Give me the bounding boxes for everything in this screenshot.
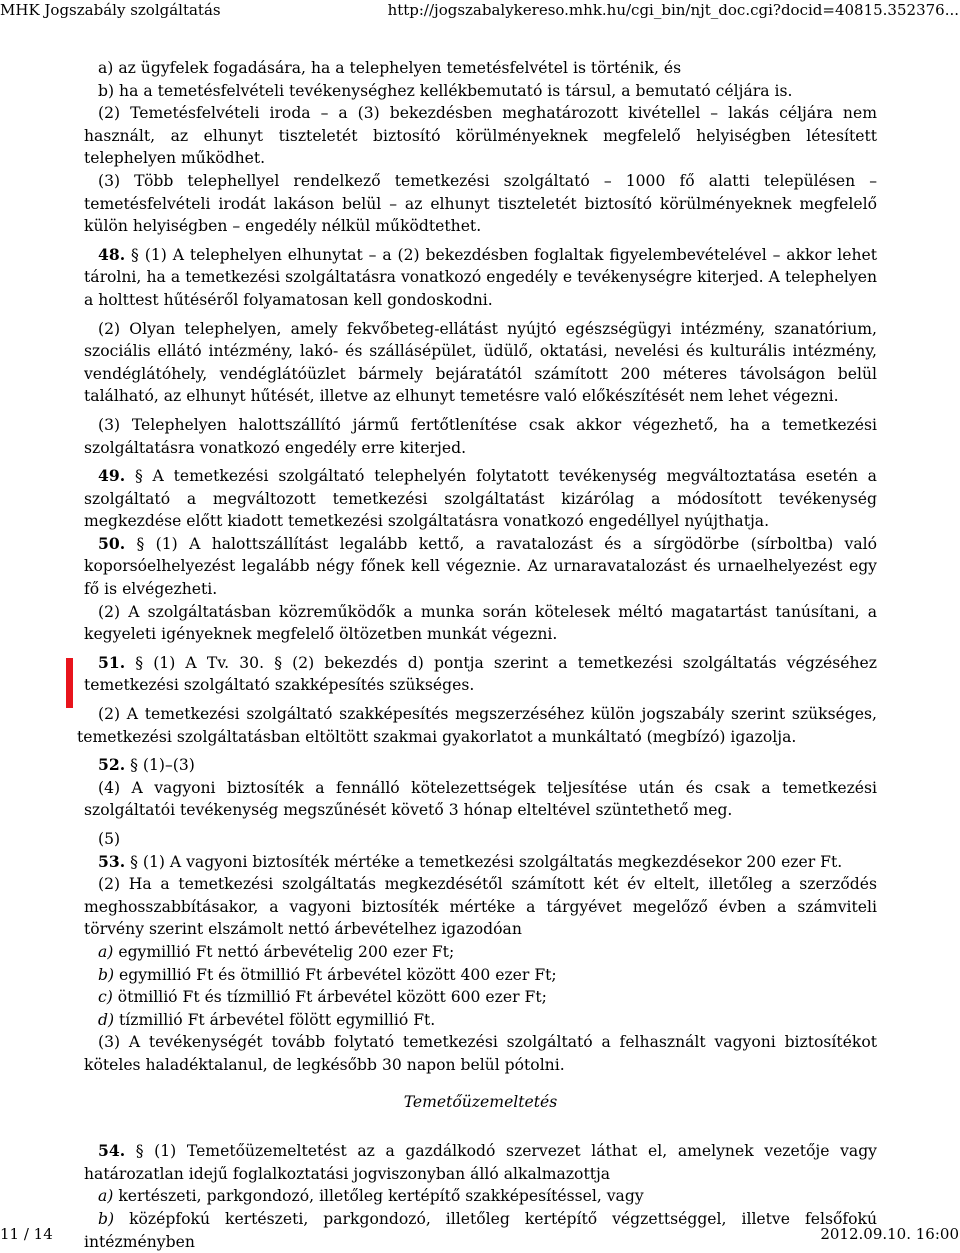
paragraph-amended: (2) A temetkezési szolgáltató szakképesítés megszerzéséhez külön jogszabály szerint szükséges, temetkezési szolgáltatásban eltöltött szakmai gyakorlatot a munkáltató (megbízó) igazolja. (77, 705, 877, 746)
section-text: § (1) A telephelyen elhunytat – a (2) bekezdésben foglaltak figyelembevételével – akkor lehet tárolni, ha a temetkezési szolgáltatásra vonatkozó engedély e tevékenységre kiterjed. A telephelyen a holttest hűtéséről folyamatosan kell gondoskodni. (84, 245, 877, 309)
header-site-name: MHK Jogszabály szolgáltatás (0, 1, 221, 19)
section-text: § (1) Temetőüzemeltetést az a gazdálkodó szervezet láthat el, amelynek vezetője vagy határozatlan idejű foglalkoztatási jogviszonyban álló alkalmazottja (84, 1142, 877, 1183)
list-letter: b) (98, 965, 115, 984)
list-letter: a) (98, 942, 114, 961)
list-letter: c) (98, 988, 113, 1007)
section-number: 54. (98, 1141, 126, 1161)
section-number: 51. (98, 652, 126, 672)
paragraph: (2) Ha a temetkezési szolgáltatás megkezdésétől számított két év eltelt, illetőleg a szerződés meghosszabbításakor, a vagyoni biztosíték mértéke a tárgyévet megelőző évben a számviteli törvény szerint elszámolt nettó árbevételhez igazodóan (84, 875, 877, 939)
list-letter: a) (98, 1187, 114, 1206)
section-52 (84, 754, 877, 777)
list-letter: b) (98, 1209, 115, 1228)
section-number: 49. (98, 466, 126, 486)
list-item (84, 941, 877, 964)
paragraph: (3) Több telephellyel rendelkező temetkezési szolgáltató – 1000 fő alatti településen – temetésfelvételi irodát lakáson belül – az elhunyt tiszteletét biztosító körülményeknek megfelelő külön helyiségben – engedély nélkül működtethet. (84, 171, 877, 236)
paragraph: (2) A szolgáltatásban közreműködők a munka során kötelesek méltó magatartást tanúsítani, a kegyeleti igényeknek megfelelő öltözetben munkát végezni. (84, 602, 877, 644)
list-text: kertészeti, parkgondozó, illetőleg kertépítő szakképesítéssel, vagy (113, 1187, 644, 1206)
list-item (84, 964, 877, 987)
paragraph: (2) Olyan telephelyen, amely fekvőbeteg-ellátást nyújtó egészségügyi intézmény, szanatórium, szociális ellátó intézmény, lakó- és szállásépület, üdülő, oktatási, nevelési és kulturális intézmény, vendéglátóhely, vendéglátóüzlet bármely bejáratától számított 200 méteres távolságon belül található, az elhunyt hűtését, illetve az elhunyt temetésre való előkészítését nem lehet végezni. (84, 319, 877, 406)
document-body (77, 57, 877, 1253)
section-number: 48. (98, 244, 126, 264)
list-item (84, 1185, 877, 1208)
section-53 (84, 851, 877, 874)
list-text: középfokú kertészeti, parkgondozó, illetőleg kertépítő végzettséggel, illetve felsőfokú intézményben (84, 1209, 877, 1251)
paragraph: (5) (98, 830, 121, 848)
print-datetime: 2012.09.10. 16:00 (820, 1225, 959, 1243)
section-text: § (1) A Tv. 30. § (2) bekezdés d) pontja szerint a temetkezési szolgáltatás végzéséhez temetkezési szolgáltató szakképesítés szükséges. (84, 653, 877, 695)
paragraph: a) az ügyfelek fogadására, ha a telephelyen temetésfelvétel is történik, és (98, 59, 682, 77)
list-text: ötmillió Ft és tízmillió Ft árbevétel között 600 ezer Ft; (112, 988, 547, 1007)
paragraph: (2) Temetésfelvételi iroda – a (3) bekezdésben meghatározott kivétellel – lakás céljára nem használt, az elhunyt tiszteletét biztosító körülményeknek megfelelő helyiségben létesített telephelyen működhet. (84, 104, 877, 168)
section-text: § A temetkezési szolgáltató telephelyén folytatott tevékenység megváltoztatása esetén a szolgáltató a megváltozott temetkezési szolgáltatást kizárólag a módosított tevékenység megkezdése előtt kiadott temetkezési szolgáltatásra vonatkozó engedéllyel nyújthatja. (84, 467, 877, 531)
list-item (84, 1009, 877, 1032)
list-item (84, 1208, 877, 1253)
section-54 (84, 1140, 877, 1185)
section-text: § (1) A halottszállítást legalább kettő, a ravatalozást és a sírgödörbe (sírboltba) való koporsóelhelyezést legalább négy főnek kell végeznie. Az urnaravatalozást és urnaelhelyezést egy fő is elvégezheti. (84, 534, 877, 599)
section-text: § (1) A vagyoni biztosíték mértéke a temetkezési szolgáltatás megkezdésekor 200 ezer Ft. (130, 852, 843, 871)
list-item (84, 986, 877, 1009)
section-text: § (1)–(3) (130, 756, 195, 775)
page-number: 11 / 14 (0, 1225, 53, 1243)
paragraph: (4) A vagyoni biztosíték a fennálló kötelezettségek teljesítése után és csak a temetkezési szolgáltatói tevékenység megszűnését követő 3 hónap elteltével szüntethető meg. (84, 778, 877, 820)
paragraph: (3) A tevékenységét tovább folytató temetkezési szolgáltató a felhasznált vagyoni biztosítékot köteles haladéktalanul, de legkésőbb 30 napon belül pótolni. (84, 1033, 877, 1074)
section-heading: Temetőüzemeltetés (403, 1092, 558, 1111)
section-number: 50. (98, 533, 126, 553)
change-bar-marker (66, 658, 73, 708)
section-number: 52. (98, 755, 126, 775)
section-50 (84, 533, 877, 601)
section-49 (84, 465, 877, 533)
paragraph: b) ha a temetésfelvételi tevékenységhez kellékbemutató is társul, a bemutató céljára is. (98, 81, 793, 100)
paragraph: (3) Telephelyen halottszállító jármű fertőtlenítése csak akkor végezhető, ha a temetkezési szolgáltatásra vonatkozó engedély erre kiterjed. (84, 415, 877, 457)
list-letter: d) (98, 1010, 115, 1029)
section-48 (84, 244, 877, 312)
section-number: 53. (98, 851, 126, 871)
list-text: tízmillió Ft árbevétel fölött egymillió Ft. (114, 1010, 436, 1029)
header-url[interactable]: http://jogszabalykereso.mhk.hu/cgi_bin/njt_doc.cgi?docid=40815.352376... (387, 1, 959, 19)
list-text: egymillió Ft nettó árbevételig 200 ezer Ft; (113, 942, 455, 961)
list-text: egymillió Ft és ötmillió Ft árbevétel között 400 ezer Ft; (114, 965, 557, 984)
section-51 (84, 652, 877, 697)
